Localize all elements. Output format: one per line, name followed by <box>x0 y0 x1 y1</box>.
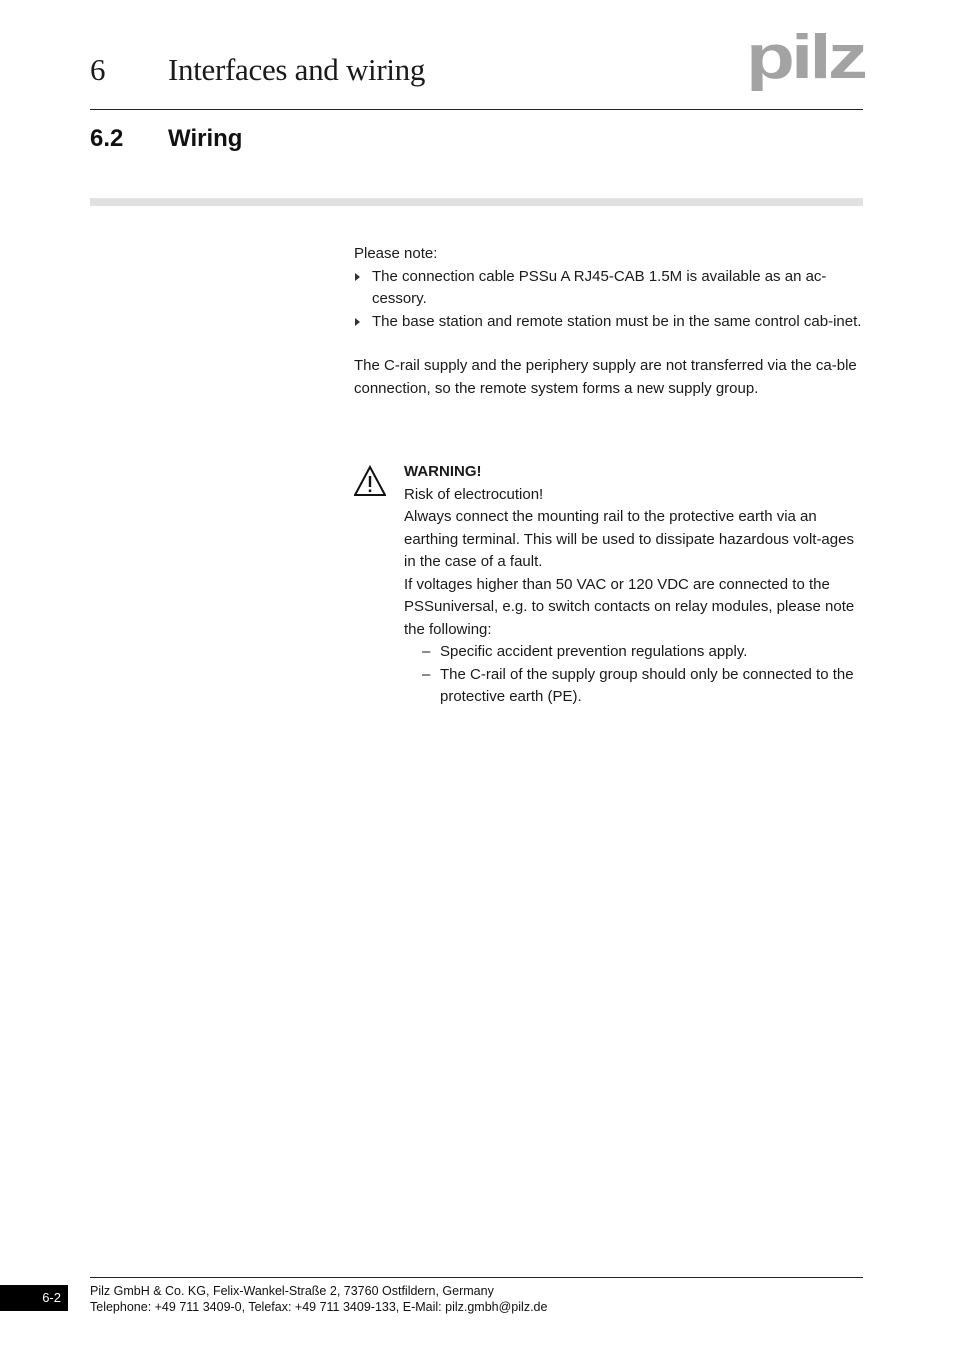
list-item <box>354 266 864 311</box>
header-divider <box>90 109 863 110</box>
warning-text-voltages: If voltages higher than 50 VAC or 120 VDC are connected to the PSSuniversal, e.g. to switch contacts on relay modules, please note the following: <box>404 575 855 638</box>
footer-divider <box>90 1277 863 1278</box>
note-bullet-list <box>354 266 864 334</box>
note-block <box>354 243 864 400</box>
warning-block <box>354 461 864 709</box>
bullet-text: The connection cable PSSu A RJ45-CAB 1.5M is available as an ac-cessory. <box>372 267 827 307</box>
dash-text: The C-rail of the supply group should only be connected to the protective earth (PE). <box>440 665 854 705</box>
pilz-logo <box>746 28 866 94</box>
supply-paragraph: The C-rail supply and the periphery supply are not transferred via the ca-ble connection, so the remote system forms a new supply group. <box>354 357 857 397</box>
section-number: 6.2 <box>90 125 124 152</box>
section-title: Wiring <box>168 125 243 152</box>
warning-dash-list <box>422 641 864 709</box>
dash-marker: – <box>422 665 431 683</box>
footer-address <box>90 1283 547 1315</box>
section-rule-bar <box>90 198 863 206</box>
logo-text: pilz <box>746 28 866 92</box>
triangle-bullet-icon <box>355 273 360 281</box>
list-item <box>422 664 864 709</box>
note-intro: Please note: <box>354 245 438 262</box>
chapter-number: 6 <box>90 52 106 87</box>
warning-triangle-icon <box>354 465 386 497</box>
triangle-bullet-icon <box>355 318 360 326</box>
warning-heading: WARNING! <box>404 463 482 480</box>
dash-marker: – <box>422 643 431 660</box>
footer-line-address: Pilz GmbH & Co. KG, Felix-Wankel-Straße 2, 73760 Ostfildern, Germany <box>90 1284 494 1298</box>
footer-line-contact: Telephone: +49 711 3409-0, Telefax: +49 711 3409-133, E-Mail: pilz.gmbh@pilz.de <box>90 1300 548 1314</box>
warning-text-earthing: Always connect the mounting rail to the protective earth via an earthing terminal. This will be used to dissipate hazardous volt-ages in the case of a fault. <box>404 508 854 570</box>
dash-text: Specific accident prevention regulations apply. <box>440 643 748 660</box>
warning-body <box>404 461 864 709</box>
chapter-title: Interfaces and wiring <box>168 52 426 87</box>
page-number: 6-2 <box>0 1285 68 1311</box>
warning-risk: Risk of electrocution! <box>404 485 544 503</box>
bullet-text: The base station and remote station must be in the same control cab-inet. <box>372 312 862 330</box>
list-item <box>354 311 864 334</box>
list-item <box>422 641 864 664</box>
